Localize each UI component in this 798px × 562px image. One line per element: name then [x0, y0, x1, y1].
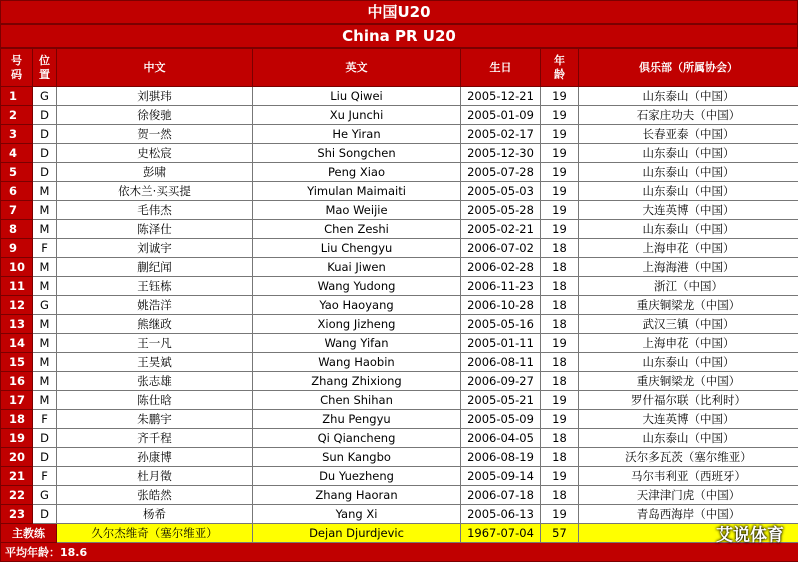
- player-english-name: Qi Qiancheng: [253, 429, 461, 448]
- player-age: 19: [541, 201, 579, 220]
- header-position-label: 位置: [39, 54, 51, 82]
- player-english-name: Wang Yudong: [253, 277, 461, 296]
- player-birthday: 2005-05-28: [461, 201, 541, 220]
- watermark: 艾说体育: [716, 521, 784, 546]
- player-chinese-name: 刘骐玮: [57, 87, 253, 106]
- player-number: 4: [1, 144, 33, 163]
- player-age: 19: [541, 391, 579, 410]
- player-position: M: [33, 391, 57, 410]
- player-english-name: Zhu Pengyu: [253, 410, 461, 429]
- player-english-name: Shi Songchen: [253, 144, 461, 163]
- player-chinese-name: 熊继政: [57, 315, 253, 334]
- player-chinese-name: 王昊斌: [57, 353, 253, 372]
- coach-birthday: 1967-07-04: [461, 524, 541, 543]
- player-position: M: [33, 182, 57, 201]
- player-club: 山东泰山（中国）: [579, 182, 798, 201]
- player-position: M: [33, 201, 57, 220]
- player-birthday: 2005-05-03: [461, 182, 541, 201]
- player-chinese-name: 徐俊驰: [57, 106, 253, 125]
- player-english-name: Sun Kangbo: [253, 448, 461, 467]
- player-club: 青岛西海岸（中国）: [579, 505, 798, 524]
- player-club: 武汉三镇（中国）: [579, 315, 798, 334]
- player-position: M: [33, 258, 57, 277]
- coach-chinese-name: 久尔杰维奇（塞尔维亚）: [57, 524, 253, 543]
- player-chinese-name: 杜月徵: [57, 467, 253, 486]
- player-position: D: [33, 448, 57, 467]
- player-club: 山东泰山（中国）: [579, 429, 798, 448]
- header-age-label: 年龄: [554, 54, 566, 82]
- player-age: 19: [541, 410, 579, 429]
- table-row: [1, 486, 798, 505]
- player-club: 重庆铜梁龙（中国）: [579, 296, 798, 315]
- header-number-label: 号码: [11, 54, 23, 82]
- player-birthday: 2006-04-05: [461, 429, 541, 448]
- player-number: 8: [1, 220, 33, 239]
- player-number: 9: [1, 239, 33, 258]
- player-age: 18: [541, 258, 579, 277]
- player-club: 上海申花（中国）: [579, 239, 798, 258]
- table-row: [1, 429, 798, 448]
- player-english-name: Xiong Jizheng: [253, 315, 461, 334]
- table-row: [1, 220, 798, 239]
- average-age-row: [1, 543, 798, 562]
- coach-row: [1, 524, 798, 543]
- player-age: 19: [541, 334, 579, 353]
- player-club: 石家庄功夫（中国）: [579, 106, 798, 125]
- player-position: M: [33, 334, 57, 353]
- player-birthday: 2005-05-09: [461, 410, 541, 429]
- player-chinese-name: 彭啸: [57, 163, 253, 182]
- player-english-name: Wang Haobin: [253, 353, 461, 372]
- player-birthday: 2006-10-28: [461, 296, 541, 315]
- player-number: 15: [1, 353, 33, 372]
- title-chinese: 中国U20: [0, 0, 798, 24]
- player-birthday: 2005-05-21: [461, 391, 541, 410]
- table-row: [1, 87, 798, 106]
- table-row: [1, 353, 798, 372]
- table-row: [1, 258, 798, 277]
- table-row: [1, 410, 798, 429]
- player-number: 2: [1, 106, 33, 125]
- player-club: 天津津门虎（中国）: [579, 486, 798, 505]
- header-position: [33, 49, 57, 87]
- player-position: M: [33, 372, 57, 391]
- table-row: [1, 125, 798, 144]
- player-number: 10: [1, 258, 33, 277]
- player-age: 18: [541, 296, 579, 315]
- player-english-name: Yang Xi: [253, 505, 461, 524]
- player-number: 16: [1, 372, 33, 391]
- player-age: 18: [541, 486, 579, 505]
- player-position: D: [33, 144, 57, 163]
- player-chinese-name: 王一凡: [57, 334, 253, 353]
- player-birthday: 2006-11-23: [461, 277, 541, 296]
- player-position: F: [33, 239, 57, 258]
- player-age: 18: [541, 277, 579, 296]
- player-number: 3: [1, 125, 33, 144]
- player-number: 6: [1, 182, 33, 201]
- table-row: [1, 372, 798, 391]
- player-position: D: [33, 106, 57, 125]
- player-birthday: 2005-01-11: [461, 334, 541, 353]
- player-number: 12: [1, 296, 33, 315]
- player-birthday: 2005-09-14: [461, 467, 541, 486]
- player-position: D: [33, 429, 57, 448]
- player-age: 19: [541, 125, 579, 144]
- player-chinese-name: 毛伟杰: [57, 201, 253, 220]
- player-number: 18: [1, 410, 33, 429]
- player-chinese-name: 孙康博: [57, 448, 253, 467]
- player-number: 13: [1, 315, 33, 334]
- player-position: M: [33, 277, 57, 296]
- player-birthday: 2006-08-11: [461, 353, 541, 372]
- player-birthday: 2005-02-17: [461, 125, 541, 144]
- table-row: [1, 334, 798, 353]
- table-row: [1, 201, 798, 220]
- player-club: 山东泰山（中国）: [579, 144, 798, 163]
- player-english-name: Du Yuezheng: [253, 467, 461, 486]
- player-birthday: 2006-08-19: [461, 448, 541, 467]
- player-club: 山东泰山（中国）: [579, 353, 798, 372]
- player-chinese-name: 杨希: [57, 505, 253, 524]
- player-position: M: [33, 353, 57, 372]
- player-club: 山东泰山（中国）: [579, 220, 798, 239]
- player-number: 23: [1, 505, 33, 524]
- player-position: F: [33, 467, 57, 486]
- player-number: 14: [1, 334, 33, 353]
- player-chinese-name: 张志雄: [57, 372, 253, 391]
- player-age: 19: [541, 106, 579, 125]
- player-club: 长春亚泰（中国）: [579, 125, 798, 144]
- player-chinese-name: 陈泽仕: [57, 220, 253, 239]
- player-chinese-name: 陈仕晗: [57, 391, 253, 410]
- player-club: 上海申花（中国）: [579, 334, 798, 353]
- player-position: M: [33, 220, 57, 239]
- player-birthday: 2006-07-18: [461, 486, 541, 505]
- header-english-name: 英文: [253, 49, 461, 87]
- header-birthday: 生日: [461, 49, 541, 87]
- average-age-label: 平均年龄：18.6: [1, 543, 798, 562]
- player-english-name: Mao Weijie: [253, 201, 461, 220]
- player-english-name: Xu Junchi: [253, 106, 461, 125]
- player-age: 18: [541, 448, 579, 467]
- player-age: 18: [541, 315, 579, 334]
- player-position: F: [33, 410, 57, 429]
- player-age: 19: [541, 220, 579, 239]
- table-row: [1, 239, 798, 258]
- player-number: 5: [1, 163, 33, 182]
- player-english-name: Zhang Zhixiong: [253, 372, 461, 391]
- table-row: [1, 505, 798, 524]
- player-number: 22: [1, 486, 33, 505]
- table-row: [1, 106, 798, 125]
- player-chinese-name: 贺一然: [57, 125, 253, 144]
- player-position: D: [33, 505, 57, 524]
- player-chinese-name: 朱鹏宇: [57, 410, 253, 429]
- player-club: 马尔韦利亚（西班牙）: [579, 467, 798, 486]
- player-club: 大连英博（中国）: [579, 201, 798, 220]
- player-english-name: Kuai Jiwen: [253, 258, 461, 277]
- player-club: 山东泰山（中国）: [579, 87, 798, 106]
- table-row: [1, 467, 798, 486]
- player-english-name: Liu Chengyu: [253, 239, 461, 258]
- player-number: 20: [1, 448, 33, 467]
- header-chinese-name: 中文: [57, 49, 253, 87]
- player-chinese-name: 史松宸: [57, 144, 253, 163]
- table-row: [1, 296, 798, 315]
- table-row: [1, 144, 798, 163]
- player-birthday: 2006-09-27: [461, 372, 541, 391]
- player-chinese-name: 蒯纪闻: [57, 258, 253, 277]
- player-age: 19: [541, 467, 579, 486]
- player-age: 19: [541, 505, 579, 524]
- player-club: 罗什福尔联（比利时）: [579, 391, 798, 410]
- player-birthday: 2006-07-02: [461, 239, 541, 258]
- table-row: [1, 448, 798, 467]
- player-number: 21: [1, 467, 33, 486]
- player-age: 19: [541, 182, 579, 201]
- table-row: [1, 391, 798, 410]
- player-club: 大连英博（中国）: [579, 410, 798, 429]
- player-english-name: Chen Shihan: [253, 391, 461, 410]
- player-english-name: Peng Xiao: [253, 163, 461, 182]
- player-club: 上海海港（中国）: [579, 258, 798, 277]
- player-position: G: [33, 486, 57, 505]
- table-row: [1, 163, 798, 182]
- player-english-name: Zhang Haoran: [253, 486, 461, 505]
- player-birthday: 2005-06-13: [461, 505, 541, 524]
- player-birthday: 2005-02-21: [461, 220, 541, 239]
- player-age: 19: [541, 87, 579, 106]
- table-row: [1, 277, 798, 296]
- player-birthday: 2005-05-16: [461, 315, 541, 334]
- player-club: 沃尔多瓦茨（塞尔维亚）: [579, 448, 798, 467]
- player-number: 11: [1, 277, 33, 296]
- player-birthday: 2006-02-28: [461, 258, 541, 277]
- player-chinese-name: 刘诚宇: [57, 239, 253, 258]
- player-chinese-name: 张皓然: [57, 486, 253, 505]
- coach-age: 57: [541, 524, 579, 543]
- player-number: 19: [1, 429, 33, 448]
- roster-table: [0, 48, 798, 562]
- player-english-name: Chen Zeshi: [253, 220, 461, 239]
- header-club: 俱乐部（所属协会）: [579, 49, 798, 87]
- coach-english-name: Dejan Djurdjevic: [253, 524, 461, 543]
- player-birthday: 2005-07-28: [461, 163, 541, 182]
- player-birthday: 2005-12-30: [461, 144, 541, 163]
- player-age: 18: [541, 429, 579, 448]
- player-birthday: 2005-01-09: [461, 106, 541, 125]
- player-club: 山东泰山（中国）: [579, 163, 798, 182]
- player-position: G: [33, 296, 57, 315]
- player-age: 19: [541, 144, 579, 163]
- player-age: 18: [541, 353, 579, 372]
- player-number: 1: [1, 87, 33, 106]
- player-english-name: Yimulan Maimaiti: [253, 182, 461, 201]
- player-club: 浙江（中国）: [579, 277, 798, 296]
- player-position: M: [33, 315, 57, 334]
- title-english: China PR U20: [0, 24, 798, 48]
- table-row: [1, 315, 798, 334]
- player-position: D: [33, 125, 57, 144]
- player-age: 18: [541, 372, 579, 391]
- table-row: [1, 182, 798, 201]
- header-row: [1, 49, 798, 87]
- player-chinese-name: 王钰栋: [57, 277, 253, 296]
- header-number: [1, 49, 33, 87]
- player-english-name: He Yiran: [253, 125, 461, 144]
- player-english-name: Yao Haoyang: [253, 296, 461, 315]
- player-number: 7: [1, 201, 33, 220]
- player-chinese-name: 依木兰·买买提: [57, 182, 253, 201]
- player-club: 重庆铜梁龙（中国）: [579, 372, 798, 391]
- player-position: G: [33, 87, 57, 106]
- player-age: 18: [541, 239, 579, 258]
- player-birthday: 2005-12-21: [461, 87, 541, 106]
- player-english-name: Wang Yifan: [253, 334, 461, 353]
- player-number: 17: [1, 391, 33, 410]
- player-chinese-name: 姚浩洋: [57, 296, 253, 315]
- player-position: D: [33, 163, 57, 182]
- player-age: 19: [541, 163, 579, 182]
- player-chinese-name: 齐千程: [57, 429, 253, 448]
- header-age: [541, 49, 579, 87]
- player-english-name: Liu Qiwei: [253, 87, 461, 106]
- coach-label: 主教练: [1, 524, 57, 543]
